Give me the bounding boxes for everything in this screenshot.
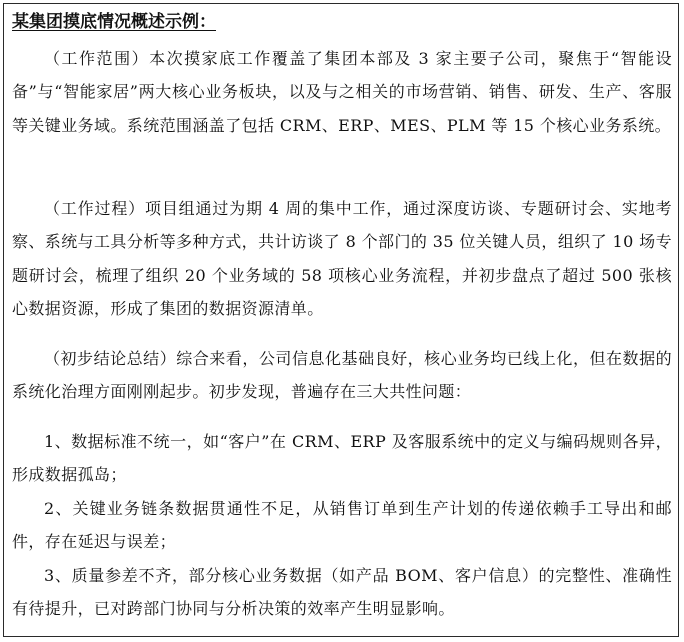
document-title: 某集团摸底情况概述示例： [12, 12, 216, 32]
issue-item-data-standards: 1、数据标准不统一，如“客户”在 CRM、ERP 及客服系统中的定义与编码规则各异，形成数据孤岛； [12, 432, 672, 485]
paragraph-work-process: （工作过程）项目组通过为期 4 周的集中工作，通过深度访谈、专题研讨会、实地考察、系统与工具分析等多种方式，共计访谈了 8 个部门的 35 位关键人员，组织了 10 场专题研讨会，梳理了组织 20 个业务域的 58 项核心业务流程，并初步盘点了超过 500 张核心数据资源，形成了集团的数据资源清单。 [12, 199, 672, 318]
issue-item-data-connectivity: 2、关键业务链条数据贯通性不足，从销售订单到生产计划的传递依赖手工导出和邮件，存在延迟与误差； [12, 499, 672, 552]
paragraph-work-scope: （工作范围）本次摸家底工作覆盖了集团本部及 3 家主要子公司，聚焦于“智能设备”与“智能家居”两大核心业务板块，以及与之相关的市场营销、销售、研发、生产、客服等关键业务域。系统范围涵盖了包括 CRM、ERP、MES、PLM 等 15 个核心业务系统。 [12, 49, 672, 135]
paragraph-preliminary-conclusion: （初步结论总结）综合来看，公司信息化基础良好，核心业务均已线上化，但在数据的系统化治理方面刚刚起步。初步发现，普遍存在三大共性问题： [12, 349, 672, 402]
issue-item-data-quality: 3、质量参差不齐，部分核心业务数据（如产品 BOM、客户信息）的完整性、准确性有待提升，已对跨部门协同与分析决策的效率产生明显影响。 [12, 566, 672, 619]
